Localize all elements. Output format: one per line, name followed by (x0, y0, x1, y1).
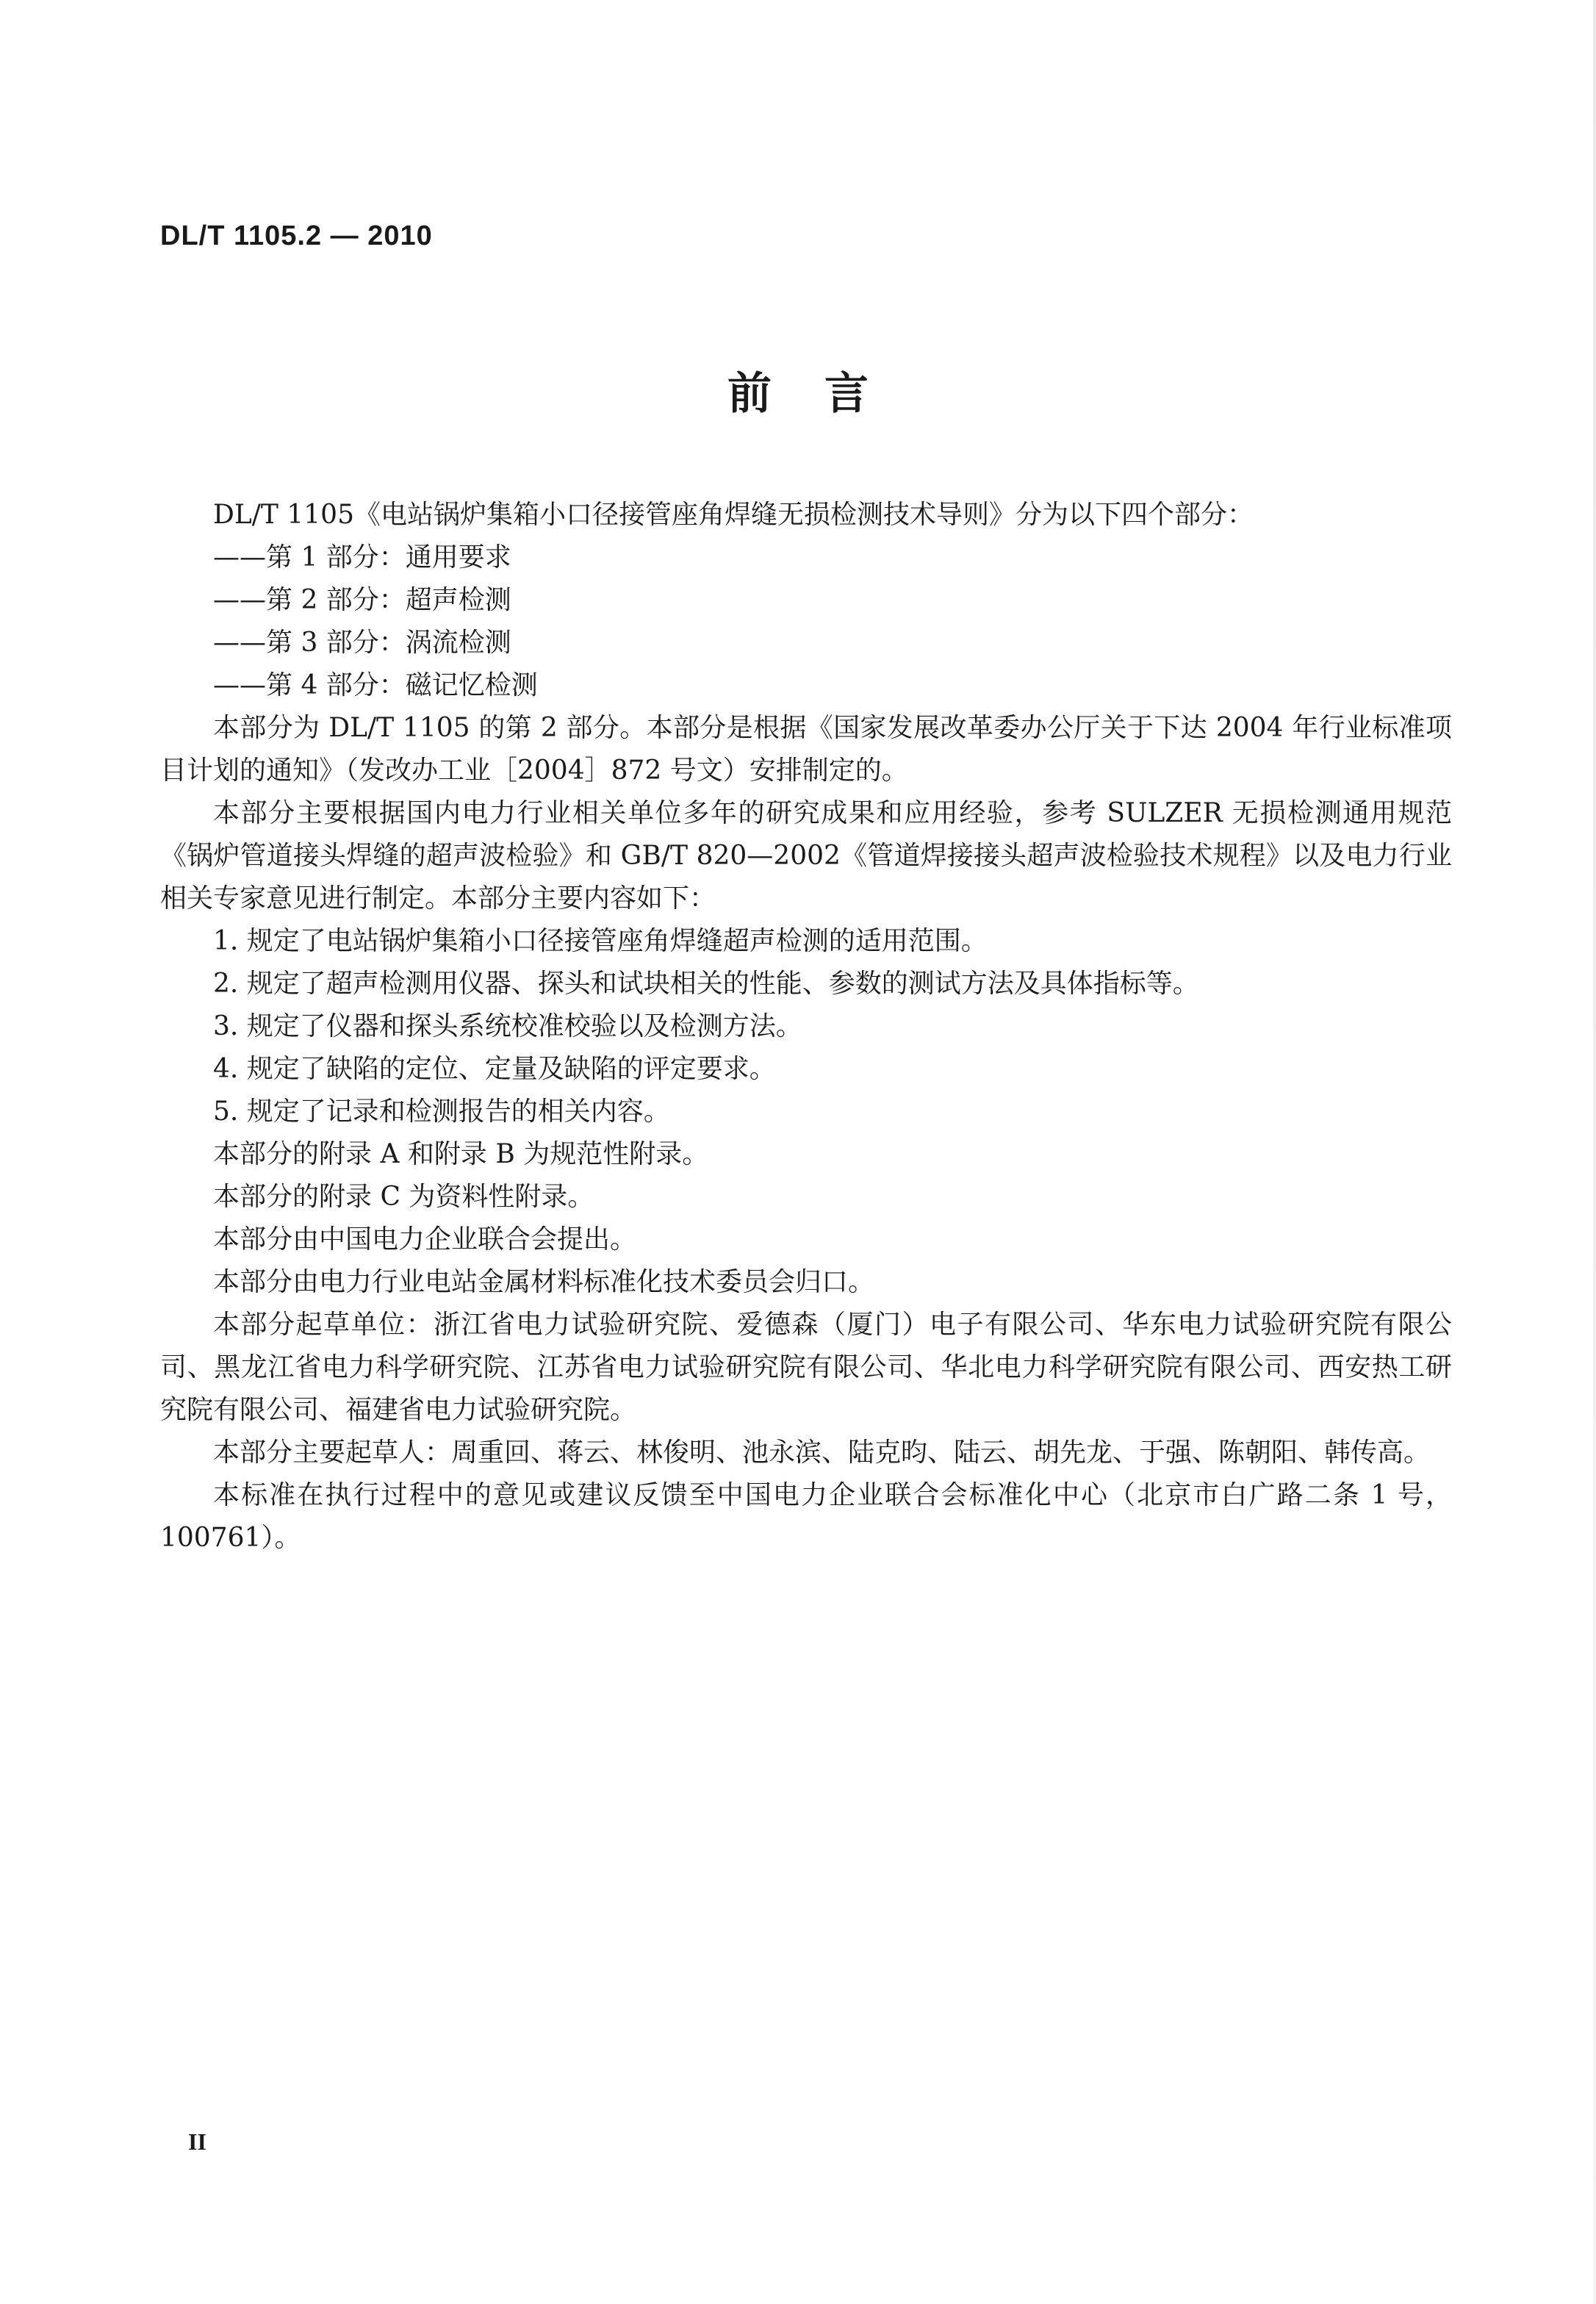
paragraph-drafting-units: 本部分起草单位：浙江省电力试验研究院、爱德森（厦门）电子有限公司、华东电力试验研究院有限公司、黑龙江省电力科学研究院、江苏省电力试验研究院有限公司、华北电力科学研究院有限公司、西安热工研究院有限公司、福建省电力试验研究院。 (160, 1310, 1452, 1425)
paragraph-committee: 本部分由电力行业电站金属材料标准化技术委员会归口。 (213, 1267, 875, 1297)
content-item-1: 1. 规定了电站锅炉集箱小口径接管座角焊缝超声检测的适用范围。 (213, 926, 988, 956)
paragraph-basis: 本部分主要根据国内电力行业相关单位多年的研究成果和应用经验，参考 SULZER 无损检测通用规范《锅炉管道接头焊缝的超声波检验》和 GB/T 820—2002《管道焊接接头超声波检验技术规程》以及电力行业相关专家意见进行制定。本部分主要内容如下： (160, 798, 1452, 914)
content-item-3: 3. 规定了仪器和探头系统校准校验以及检测方法。 (213, 1011, 802, 1041)
paragraph-origin: 本部分为 DL/T 1105 的第 2 部分。本部分是根据《国家发展改革委办公厅关于下达 2004 年行业标准项目计划的通知》（发改办工业［2004］872 号文）安排制定的。 (160, 713, 1452, 786)
list-item-part-1: ——第 1 部分：通用要求 (213, 542, 511, 573)
content-item-2: 2. 规定了超声检测用仪器、探头和试块相关的性能、参数的测试方法及具体指标等。 (213, 969, 1199, 999)
page-number: II (188, 2128, 206, 2155)
list-item-part-2: ——第 2 部分：超声检测 (213, 585, 511, 615)
paragraph-normative-annex: 本部分的附录 A 和附录 B 为规范性附录。 (213, 1139, 709, 1169)
list-item-part-3: ——第 3 部分：涡流检测 (213, 628, 511, 658)
content-item-4: 4. 规定了缺陷的定位、定量及缺陷的评定要求。 (213, 1054, 776, 1084)
standard-code: DL/T 1105.2 — 2010 (160, 220, 433, 251)
paragraph-drafters: 本部分主要起草人：周重回、蒋云、林俊明、池永滨、陆克昀、陆云、胡先龙、于强、陈朝阳、韩传高。 (213, 1438, 1431, 1468)
content-item-5: 5. 规定了记录和检测报告的相关内容。 (213, 1097, 670, 1127)
scan-edge (1593, 0, 1596, 2304)
foreword-body (160, 494, 1452, 1560)
paragraph-intro: DL/T 1105《电站锅炉集箱小口径接管座角焊缝无损检测技术导则》分为以下四个部分： (213, 500, 1254, 530)
paragraph-informative-annex: 本部分的附录 C 为资料性附录。 (213, 1182, 594, 1212)
paragraph-feedback: 本标准在执行过程中的意见或建议反馈至中国电力企业联合会标准化中心（北京市白广路二条 1 号，100761）。 (160, 1480, 1452, 1553)
page-title: 前言 (727, 368, 921, 420)
paragraph-proposer: 本部分由中国电力企业联合会提出。 (213, 1224, 637, 1255)
list-item-part-4: ——第 4 部分：磁记忆检测 (213, 670, 538, 700)
